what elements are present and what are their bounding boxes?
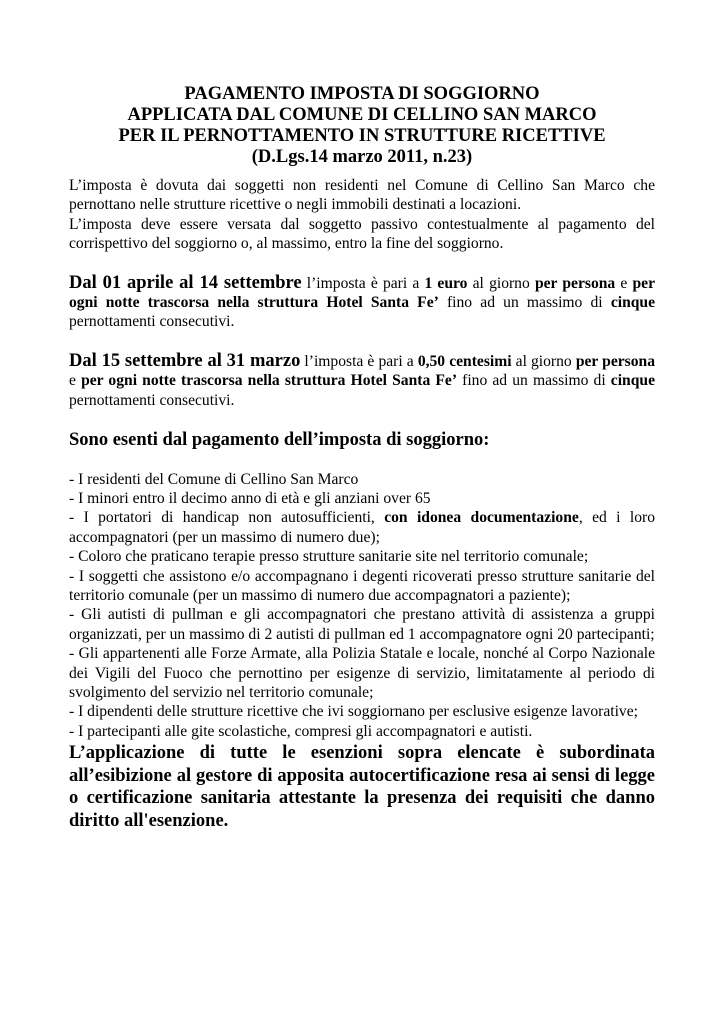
- period-2-paragraph: [69, 352, 655, 410]
- period-1-text-1: l’imposta è pari a: [301, 274, 425, 292]
- period-1-text-5: pernottamenti consecutivi.: [69, 313, 235, 331]
- exemption-item-3-text-2: , ed i loro accompagnatori (per un massimo di numero due);: [69, 509, 656, 546]
- title-line-1: PAGAMENTO IMPOSTA DI SOGGIORNO: [184, 84, 540, 104]
- intro-paragraph-1: L’imposta è dovuta dai soggetti non residenti nel Comune di Cellino San Marco che pernottano nelle strutture ricettive o negli immobili destinati a locazioni.: [69, 177, 655, 214]
- period-1-per-persona: per persona: [534, 274, 616, 292]
- title-line-3: PER IL PERNOTTAMENTO IN STRUTTURE RICETTIVE: [118, 126, 606, 146]
- period-2-per-persona: per persona: [575, 352, 656, 370]
- period-1-text-3: e: [615, 274, 633, 292]
- document-title: [69, 84, 655, 168]
- title-line-2: APPLICATA DAL COMUNE DI CELLINO SAN MARCO: [127, 105, 597, 125]
- period-1-range: Dal 01 aprile al 14 settembre: [69, 272, 302, 293]
- exemption-item: - I partecipanti alle gite scolastiche, compresi gli accompagnatori e autisti.: [69, 722, 533, 740]
- exemption-item-3-bold: con idonea documentazione: [384, 509, 579, 527]
- intro-section: [69, 176, 655, 254]
- exemptions-heading: Sono esenti dal pagamento dell’imposta di soggiorno:: [69, 430, 490, 451]
- period-2-range: Dal 15 settembre al 31 marzo: [69, 350, 301, 371]
- period-2-text-1: l’imposta è pari a: [300, 352, 418, 370]
- period-2-per-notte: per ogni notte trascorsa nella struttura Hotel Santa Fe’: [81, 372, 458, 390]
- period-1-per-notte: per ogni notte trascorsa nella struttura Hotel Santa Fe’: [69, 274, 655, 312]
- period-2-cinque: cinque: [610, 372, 655, 390]
- intro-paragraph-2: L’imposta deve essere versata dal soggetto passivo contestualmente al pagamento del corrispettivo del soggiorno o, al massimo, entro la fine del soggiorno.: [69, 215, 655, 253]
- period-1-text-4: fino ad un massimo di: [438, 294, 611, 312]
- period-2-text-4: fino ad un massimo di: [457, 372, 611, 390]
- exemption-item: - I dipendenti delle strutture ricettive che ivi soggiornano per esclusive esigenze lavorative;: [69, 703, 638, 721]
- final-note: L’applicazione di tutte le esenzioni sopra elencate è subordinata all’esibizione al gestore di apposita autocertificazione resa ai sensi di legge o certificazione sanitaria attestante la presenza dei requisiti che danno diritto all'esenzione.: [69, 743, 655, 831]
- period-2-text-3: e: [69, 372, 82, 390]
- exemption-item: - I soggetti che assistono e/o accompagnano i degenti ricoverati presso strutture sanitarie del territorio comunale (per un massimo di numero due accompagnatori a paziente);: [69, 567, 655, 604]
- period-2-text-5: pernottamenti consecutivi.: [69, 391, 235, 409]
- period-1-cinque: cinque: [610, 294, 656, 312]
- exemptions-list: [69, 470, 655, 742]
- period-2-text-2: al giorno: [511, 352, 576, 370]
- exemption-item-3-text-1: - I portatori di handicap non autosufficienti,: [69, 509, 385, 527]
- period-1-amount: 1 euro: [424, 274, 468, 292]
- exemption-item: [69, 508, 655, 547]
- period-2-amount: 0,50 centesimi: [417, 352, 512, 370]
- period-1-paragraph: [69, 274, 655, 332]
- exemption-item: - Gli appartenenti alle Forze Armate, alla Polizia Statale e locale, nonché al Corpo Nazionale dei Vigili del Fuoco che pernottino per esigenze di servizio, limitatamente al periodo di svolgimento del servizio nel territorio comunale;: [69, 645, 655, 702]
- exemption-item: - Coloro che praticano terapie presso strutture sanitarie site nel territorio comunale;: [69, 548, 589, 566]
- exemption-item: - Gli autisti di pullman e gli accompagnatori che prestano attività di assistenza a gruppi organizzati, per un massimo di 2 autisti di pullman ed 1 accompagnatore ogni 20 partecipanti;: [69, 606, 655, 643]
- period-1-text-2: al giorno: [467, 274, 535, 292]
- exemption-item: - I minori entro il decimo anno di età e gli anziani over 65: [69, 489, 431, 507]
- title-line-4: (D.Lgs.14 marzo 2011, n.23): [251, 147, 473, 167]
- exemption-item: - I residenti del Comune di Cellino San Marco: [69, 470, 359, 488]
- document-page: [69, 84, 655, 832]
